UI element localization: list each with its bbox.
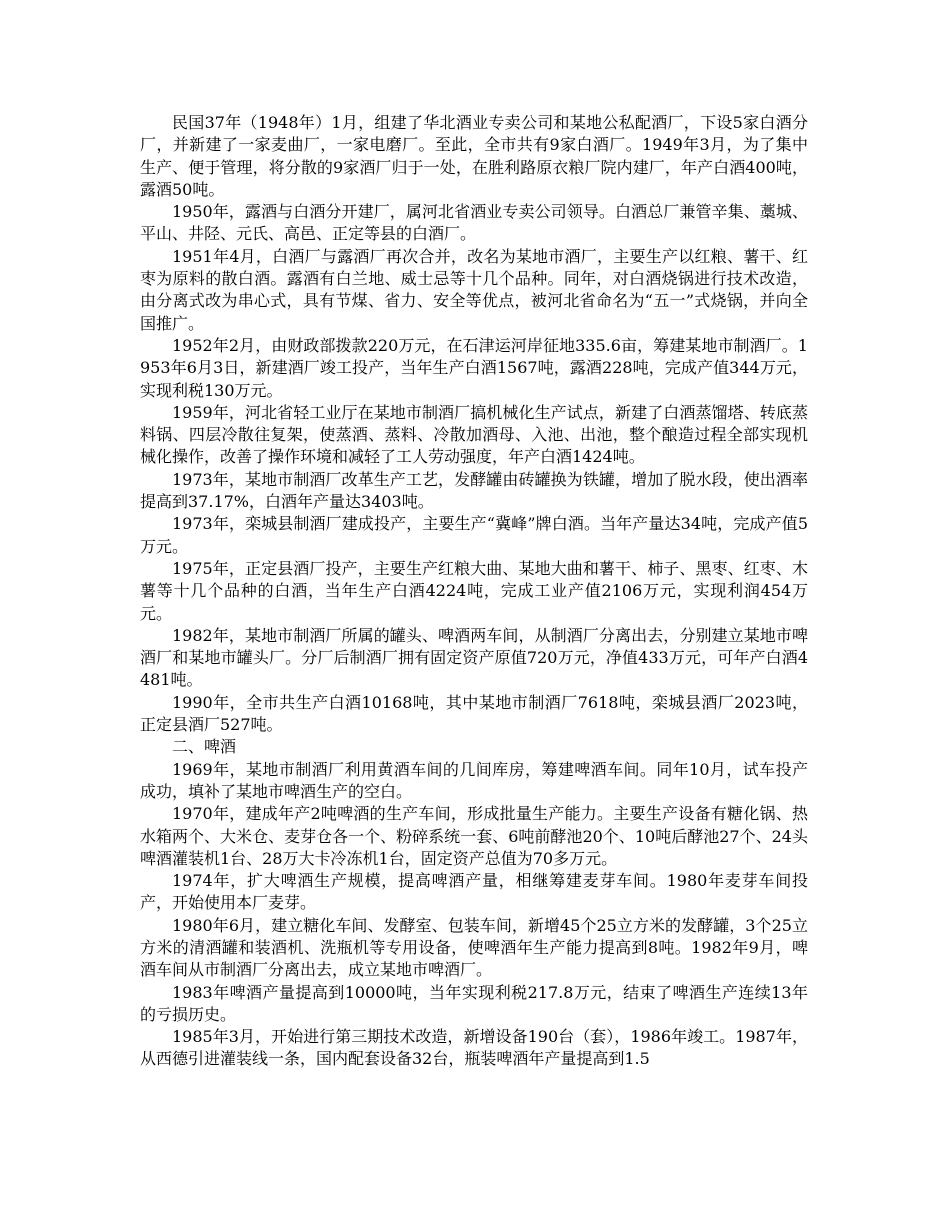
paragraph-1990: 1990年，全市共生产白酒10168吨，其中某地市制酒厂7618吨，栾城县酒厂2023吨，正定县酒厂527吨。 xyxy=(140,692,808,735)
paragraph-1985: 1985年3月，开始进行第三期技术改造，新增设备190台（套），1986年竣工。1987年，从西德引进灌装线一条，国内配套设备32台，瓶装啤酒年产量提高到1.5 xyxy=(140,1027,808,1069)
paragraph-1982: 1982年，某地市制酒厂所属的罐头、啤酒两车间，从制酒厂分离出去，分别建立某地市啤酒厂和某地市罐头厂。分厂后制酒厂拥有固定资产原值720万元，净值433万元，可年产白酒4481吨。 xyxy=(140,625,808,690)
paragraph-1950: 1950年，露酒与白酒分开建厂，属河北省酒业专卖公司领导。白酒总厂兼管辛集、藁城、平山、井陉、元氏、高邑、正定等县的白酒厂。 xyxy=(140,202,808,244)
paragraph-1948: 民国37年（1948年）1月，组建了华北酒业专卖公司和某地公私配酒厂，下设5家白酒分厂，并新建了一家麦曲厂，一家电磨厂。至此，全市共有9家白酒厂。1949年3月，为了集中生产、便于管理，将分散的9家酒厂归于一处，在胜利路原衣粮厂院内建厂，年产白酒400吨，露酒50吨。 xyxy=(140,113,808,199)
section-heading-beer: 二、啤酒 xyxy=(172,737,237,757)
paragraph-1969: 1969年，某地市制酒厂利用黄酒车间的几间库房，筹建啤酒车间。同年10月，试车投产成功，填补了某地市啤酒生产的空白。 xyxy=(140,759,808,801)
paragraph-1974: 1974年，扩大啤酒生产规模，提高啤酒产量，相继筹建麦芽车间。1980年麦芽车间投产，开始使用本厂麦芽。 xyxy=(140,871,808,913)
paragraph-1959: 1959年，河北省轻工业厅在某地市制酒厂搞机械化生产试点，新建了白酒蒸馏塔、转底蒸料锅、四层冷散往复架，使蒸酒、蒸料、冷散加酒母、入池、出池，整个酿造过程全部实现机械化操作，改善了操作环境和减轻了工人劳动强度，年产白酒1424吨。 xyxy=(140,402,808,467)
paragraph-1983: 1983年啤酒产量提高到10000吨，当年实现利税217.8万元，结束了啤酒生产连续13年的亏损历史。 xyxy=(140,982,808,1024)
document-body xyxy=(140,112,808,1071)
paragraph-1975: 1975年，正定县酒厂投产，主要生产红粮大曲、某地大曲和薯干、柿子、黑枣、红枣、木薯等十几个品种的白酒，当年生产白酒4224吨，完成工业产值2106万元，实现利润454万元。 xyxy=(140,558,808,623)
paragraph-1973-b: 1973年，栾城县制酒厂建成投产，主要生产“冀峰”牌白酒。当年产量达34吨，完成产值5万元。 xyxy=(140,514,808,556)
paragraph-1973-a: 1973年，某地市制酒厂改革生产工艺，发酵罐由砖罐换为铁罐，增加了脱水段，使出酒率提高到37.17%，白酒年产量达3403吨。 xyxy=(140,469,808,512)
paragraph-1980: 1980年6月，建立糖化车间、发酵室、包装车间，新增45个25立方米的发酵罐，3个25立方米的清酒罐和装酒机、洗瓶机等专用设备，使啤酒年生产能力提高到8吨。1982年9月，啤酒车间从市制酒厂分离出去，成立某地市啤酒厂。 xyxy=(140,915,808,980)
paragraph-1952: 1952年2月，由财政部拨款220万元，在石津运河岸征地335.6亩，筹建某地市制酒厂。1953年6月3日，新建酒厂竣工投产，当年生产白酒1567吨，露酒228吨，完成产值344万元，实现利税130万元。 xyxy=(140,335,808,400)
paragraph-1970: 1970年，建成年产2吨啤酒的生产车间，形成批量生产能力。主要生产设备有糖化锅、热水箱两个、大米仓、麦芽仓各一个、粉碎系统一套、6吨前酵池20个、10吨后酵池27个、24头啤酒灌装机1台、28万大卡冷冻机1台，固定资产总值为70多万元。 xyxy=(140,804,808,868)
paragraph-1951: 1951年4月，白酒厂与露酒厂再次合并，改名为某地市酒厂，主要生产以红粮、薯干、红枣为原料的散白酒。露酒有白兰地、威士忌等十几个品种。同年，对白酒烧锅进行技术改造，由分离式改为串心式，具有节煤、省力、安全等优点，被河北省命名为“五一”式烧锅，并向全国推广。 xyxy=(140,246,808,333)
